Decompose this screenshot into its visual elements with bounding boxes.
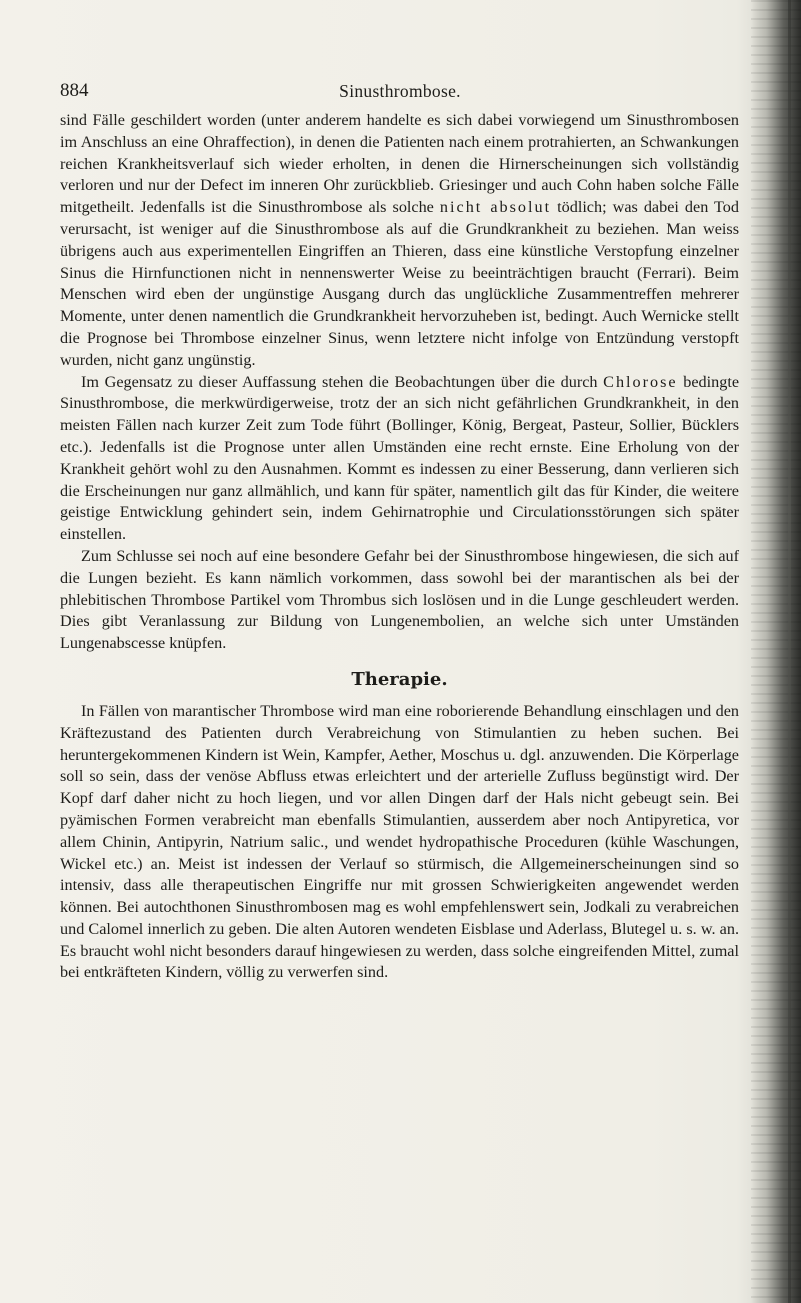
binding-shadow-line [788, 0, 791, 1303]
paragraph-3: Zum Schlusse sei noch auf eine besondere Gefahr bei der Sinusthrombose hingewiesen, die sich auf die Lungen bezieht. Es kann nämlich vorkommen, dass sowohl bei der marantischen als bei der phlebitischen Thrombose Partikel vom Thrombus sich loslösen und in die Lunge geschleudert werden. Dies gibt Veranlassung zur Bildung von Lungenembolien, an welche sich unter Umständen Lungenabscesse knüpfen. [60, 546, 739, 653]
paragraph-2 [60, 372, 739, 546]
emphasis-spaced-text: Chlorose [603, 372, 678, 391]
paragraph-1 [60, 110, 739, 372]
paragraph-2-part-b: bedingte Sinusthrombose, die merkwürdigerweise, trotz der an sich nicht gefährlichen Grundkrankheit, in den meisten Fällen nach kurzer Zeit zum Tode führt (Bollinger, König, Bergeat, Pasteur, Sollier, Bücklers etc.). Jedenfalls ist die Prognose unter allen Umständen eine recht ernste. Eine Erholung von der Krankheit gehört wohl zu den Ausnahmen. Kommt es indessen zu einer Besserung, dann verlieren sich die Erscheinungen nur ganz allmählich, und kann für später, namentlich gilt das für Kinder, die weitere geistige Entwicklung gehindert sein, indem Gehirnatrophie und Circulationsstörungen sich später einstellen. [60, 372, 739, 544]
paragraph-1-part-b: tödlich; was dabei den Tod verursacht, ist weniger auf die Sinusthrombose als auf die Grundkrankheit zu beziehen. Man weiss übrigens auch aus experimentellen Eingriffen an Thieren, dass eine künstliche Verstopfung einzelner Sinus die Hirnfunctionen nicht in nennenswerter Weise zu beeinträchtigen braucht (Ferrari). Beim Menschen wird eben der ungünstige Ausgang durch das unglückliche Zusammentreffen mehrerer Momente, unter denen namentlich die Grundkrankheit hervorzuheben ist, bedingt. Auch Wernicke stellt die Prognose bei Thrombose einzelner Sinus, wenn letztere nicht infolge von Entzündung verstopft wurden, nicht ganz ungünstig. [60, 198, 739, 369]
section-heading: Therapie. [351, 668, 448, 690]
page-binding-edge [751, 0, 801, 1303]
paragraph-2-part-a: Im Gegensatz zu dieser Auffassung stehen die Beobachtungen über die durch [81, 372, 604, 391]
emphasis-spaced-text: nicht absolut [439, 198, 552, 217]
paragraph-4: In Fällen von marantischer Thrombose wird man eine roborierende Behandlung einschlagen und den Kräftezustand des Patienten durch Verabreichung von Stimulantien zu heben suchen. Bei heruntergekommenen Kindern ist Wein, Kampfer, Aether, Moschus u. dgl. anzuwenden. Die Körperlage soll so sein, dass der venöse Abfluss etwas erleichtert und der arterielle Zufluss begünstigt wird. Der Kopf darf daher nicht zu hoch liegen, und vor allen Dingen darf der Hals nicht gebeugt sein. Bei pyämischen Formen verabreicht man ebenfalls Stimulantien, ausserdem aber noch Antipyretica, vor allem Chinin, Antipyrin, Natrium salic., und wendet hydropathische Proceduren (kühle Waschungen, Wickel etc.) an. Meist ist indessen der Verlauf so stürmisch, die Allgemeinerscheinungen sind so intensiv, dass alle therapeutischen Eingriffe nur mit grossen Schwierigkeiten angewendet werden können. Bei autochthonen Sinusthrombosen mag es wohl empfehlenswert sein, Jodkali zu verabreichen und Calomel innerlich zu geben. Die alten Autoren wendeten Eisblase und Aderlass, Blutegel u. s. w. an. Es braucht wohl nicht besonders darauf hingewiesen zu werden, dass solche eingreifenden Mittel, zumal bei entkräfteten Kindern, völlig zu verwerfen sind. [60, 701, 739, 982]
page-header [60, 80, 740, 108]
body-text [60, 110, 739, 984]
paragraph-1-part-a: sind Fälle geschildert worden (unter anderem handelte es sich dabei vorwiegend um Sinusthrombosen im Anschluss an eine Ohraffection), in denen die Patienten nach einem protrahierten, an Schwankungen reichen Krankheitsverlauf sich wieder erholten, in denen die Hirnerscheinungen sich vollständig verloren und nur der Defect im inneren Ohr zurückblieb. Griesinger und auch Cohn haben solche Fälle mitgetheilt. Jedenfalls ist die Sinusthrombose als solche [60, 111, 739, 217]
page-number: 884 [60, 80, 89, 101]
running-title: Sinusthrombose. [339, 81, 461, 101]
